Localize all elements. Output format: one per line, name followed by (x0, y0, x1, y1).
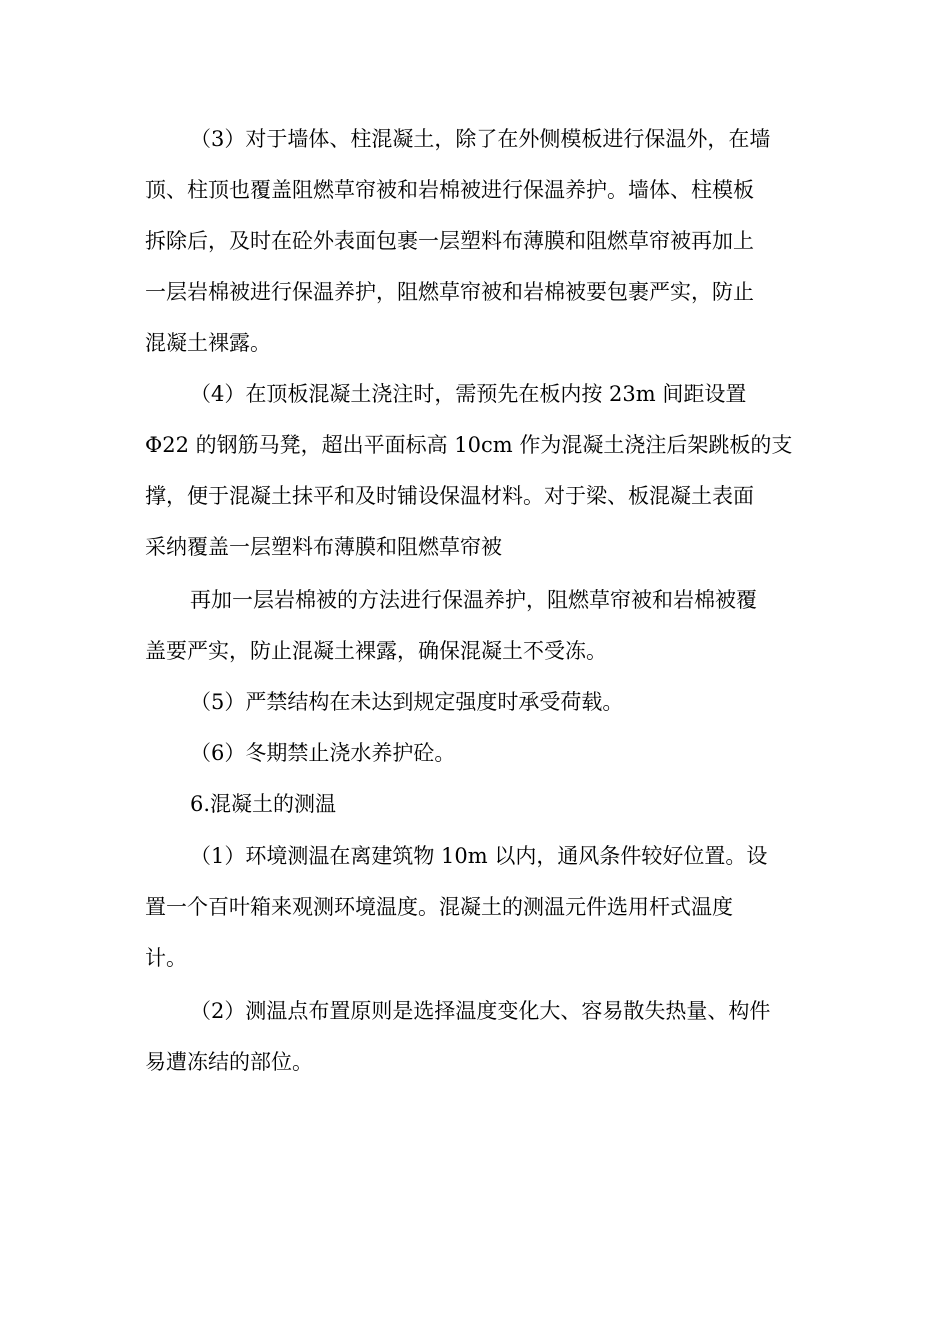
section-6-item-1-line-1: （1）环境测温在离建筑物 10m 以内，通风条件较好位置。设 (190, 844, 768, 868)
paragraph-6: （6）冬期禁止浇水养护砼。 (190, 741, 456, 765)
paragraph-3-line-4: 一层岩棉被进行保温养护，阻燃草帘被和岩棉被要包裹严实，防止 (145, 280, 754, 304)
paragraph-4-line-2: Φ22 的钢筋马凳，超出平面标高 10cm 作为混凝土浇注后架跳板的支 (145, 433, 793, 457)
paragraph-4-line-1: （4）在顶板混凝土浇注时，需预先在板内按 23m 间距设置 (190, 382, 747, 406)
section-heading-6: 6.混凝土的测温 (190, 792, 337, 816)
section-6-item-1-line-3: 计。 (145, 946, 187, 970)
section-6-item-2-line-2: 易遭冻结的部位。 (145, 1050, 313, 1074)
paragraph-3-line-3: 拆除后，及时在砼外表面包裹一层塑料布薄膜和阻燃草帘被再加上 (145, 229, 754, 253)
paragraph-cont-line-1: 再加一层岩棉被的方法进行保温养护，阻燃草帘被和岩棉被覆 (190, 588, 757, 612)
paragraph-5: （5）严禁结构在未达到规定强度时承受荷载。 (190, 690, 624, 714)
paragraph-4-line-4: 采纳覆盖一层塑料布薄膜和阻燃草帘被 (145, 535, 502, 559)
paragraph-cont-line-2: 盖要严实，防止混凝土裸露，确保混凝土不受冻。 (145, 639, 607, 663)
section-6-item-2-line-1: （2）测温点布置原则是选择温度变化大、容易散失热量、构件 (190, 999, 771, 1023)
paragraph-4-line-3: 撑，便于混凝土抹平和及时铺设保温材料。对于梁、板混凝土表面 (145, 484, 754, 508)
paragraph-3-line-1: （3）对于墙体、柱混凝土，除了在外侧模板进行保温外，在墙 (190, 127, 771, 151)
paragraph-3-line-5: 混凝土裸露。 (145, 331, 271, 355)
paragraph-3-line-2: 顶、柱顶也覆盖阻燃草帘被和岩棉被进行保温养护。墙体、柱模板 (145, 178, 754, 202)
section-6-item-1-line-2: 置一个百叶箱来观测环境温度。混凝土的测温元件选用杆式温度 (145, 895, 733, 919)
